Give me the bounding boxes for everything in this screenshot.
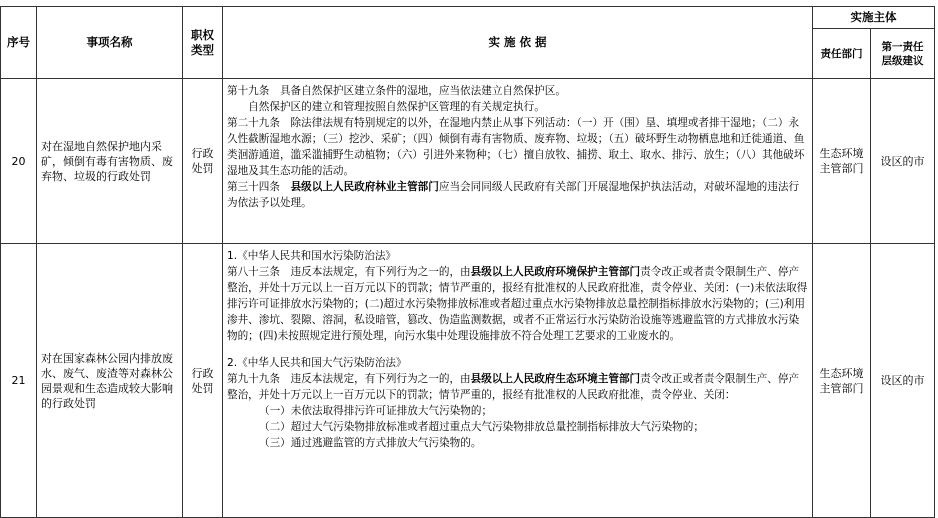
basis-list-item: （一）未依法取得排污许可证排放大气污染物的； <box>259 405 493 417</box>
header-type <box>183 7 223 79</box>
basis-paragraph <box>227 371 808 403</box>
row-dept-line2: 主管部门 <box>819 162 864 175</box>
basis-text: 责令改正或者责令限制生产、停产整治，并处十万元以上一百万元以下的罚款；情节严重的，报经有批准权的人民政府批准，责令停业、关闭：(一)未依法取得排污许可证排放水污染物的；(二)超过水污染物排放标准或者超过重点水污染物排放总量控制指标排放水污染物的；(三)利用渗井、渗坑、裂隙、溶洞，私设暗管，篡改、伪造监测数据，或者不正常运行水污染防治设施等逃避监管的方式排放水污染物的；(四)未按照规定进行预处理，向污水集中处理设施排放不符合处理工艺要求的工业废水的。 <box>227 266 808 342</box>
header-type-line1: 职权 <box>191 27 214 42</box>
basis-bold-authority: 县级以上人民政府生态环境主管部门 <box>470 373 641 385</box>
row-level: 设区的市 <box>871 79 935 244</box>
row-no: 20 <box>1 79 37 244</box>
header-basis: 实 施 依 据 <box>223 7 813 79</box>
table-row <box>1 79 935 244</box>
enforcement-table <box>0 6 935 518</box>
row-name: 对在湿地自然保护地内采矿，倾倒有毒有害物质、废弃物、垃圾的行政处罚 <box>37 79 183 244</box>
basis-text: 第三十四条 <box>227 181 291 193</box>
row-level: 设区的市 <box>871 244 935 518</box>
row-basis <box>223 79 813 244</box>
header-name: 事项名称 <box>37 7 183 79</box>
row-name: 对在国家森林公园内排放废水、废气、废渣等对森林公园景观和生态造成较大影响的行政处罚 <box>37 244 183 518</box>
table-row <box>1 244 935 518</box>
row-basis <box>223 244 813 518</box>
basis-paragraph: 第十九条 具备自然保护区建立条件的湿地，应当依法建立自然保护区。 <box>227 85 566 97</box>
basis-text: 应当会同同级人民政府有关部门开展湿地保护执法活动，对破坏湿地的违法行为依法予以处理。 <box>227 181 800 209</box>
basis-paragraph <box>227 179 808 211</box>
row-dept-line1: 生态环境 <box>819 147 864 160</box>
basis-text: 第九十九条 违反本法规定，有下列行为之一的，由 <box>227 373 471 385</box>
basis-list-item: （二）超过大气污染物排放标准或者超过重点大气污染物排放总量控制指标排放大气污染物的； <box>259 421 704 433</box>
basis-section-title: 2.《中华人民共和国大气污染防治法》 <box>227 357 407 369</box>
row-type-line2: 处罚 <box>191 381 214 395</box>
header-dept: 责任部门 <box>813 29 871 79</box>
row-dept <box>813 244 871 518</box>
basis-paragraph: 自然保护区的建立和管理按照自然保护区管理的有关规定执行。 <box>227 101 545 113</box>
header-no: 序号 <box>1 7 37 79</box>
row-type <box>183 244 223 518</box>
basis-list-item: （三）通过逃避监管的方式排放大气污染物的。 <box>259 437 482 449</box>
header-level <box>871 29 935 79</box>
header-level-line2: 层级建议 <box>881 54 924 67</box>
row-dept <box>813 79 871 244</box>
row-type-line1: 行政 <box>191 366 214 380</box>
header-subject: 实施主体 <box>813 7 935 29</box>
basis-paragraph: 第二十九条 除法律法规有特别规定的以外，在湿地内禁止从事下列活动：（一）开（围）垦、填埋或者排干湿地；（二）永久性截断湿地水源；（三）挖沙、采矿；（四）倾倒有毒有害物质、废弃物、垃圾；（五）破坏野生动物栖息地和迁徙通道、鱼类洄游通道，滥采滥捕野生动植物；（六）引进外来物种；（七）擅自放牧、捕捞、取土、取水、排污、放生；（八）其他破坏湿地及其生态功能的活动。 <box>227 117 805 177</box>
basis-section-title: 1.《中华人民共和国水污染防治法》 <box>227 250 397 262</box>
basis-paragraph <box>227 264 808 344</box>
basis-text: 第八十三条 违反本法规定，有下列行为之一的，由 <box>227 266 471 278</box>
basis-bold-authority: 县级以上人民政府林业主管部门 <box>290 181 439 193</box>
spacer <box>227 344 808 355</box>
header-level-line1: 第一责任 <box>881 40 924 53</box>
row-no: 21 <box>1 244 37 518</box>
basis-text: 责令改正或者责令限制生产、停产整治，并处十万元以上一百万元以下的罚款；情节严重的，报经有批准权的人民政府批准，责令停业、关闭： <box>227 373 800 401</box>
row-dept-line1: 生态环境 <box>819 366 864 380</box>
row-type-line2: 处罚 <box>191 162 214 175</box>
row-type-line1: 行政 <box>191 147 214 160</box>
row-dept-line2: 主管部门 <box>819 381 864 395</box>
row-type <box>183 79 223 244</box>
header-type-line2: 类型 <box>191 42 214 57</box>
basis-bold-authority: 县级以上人民政府环境保护主管部门 <box>470 266 641 278</box>
